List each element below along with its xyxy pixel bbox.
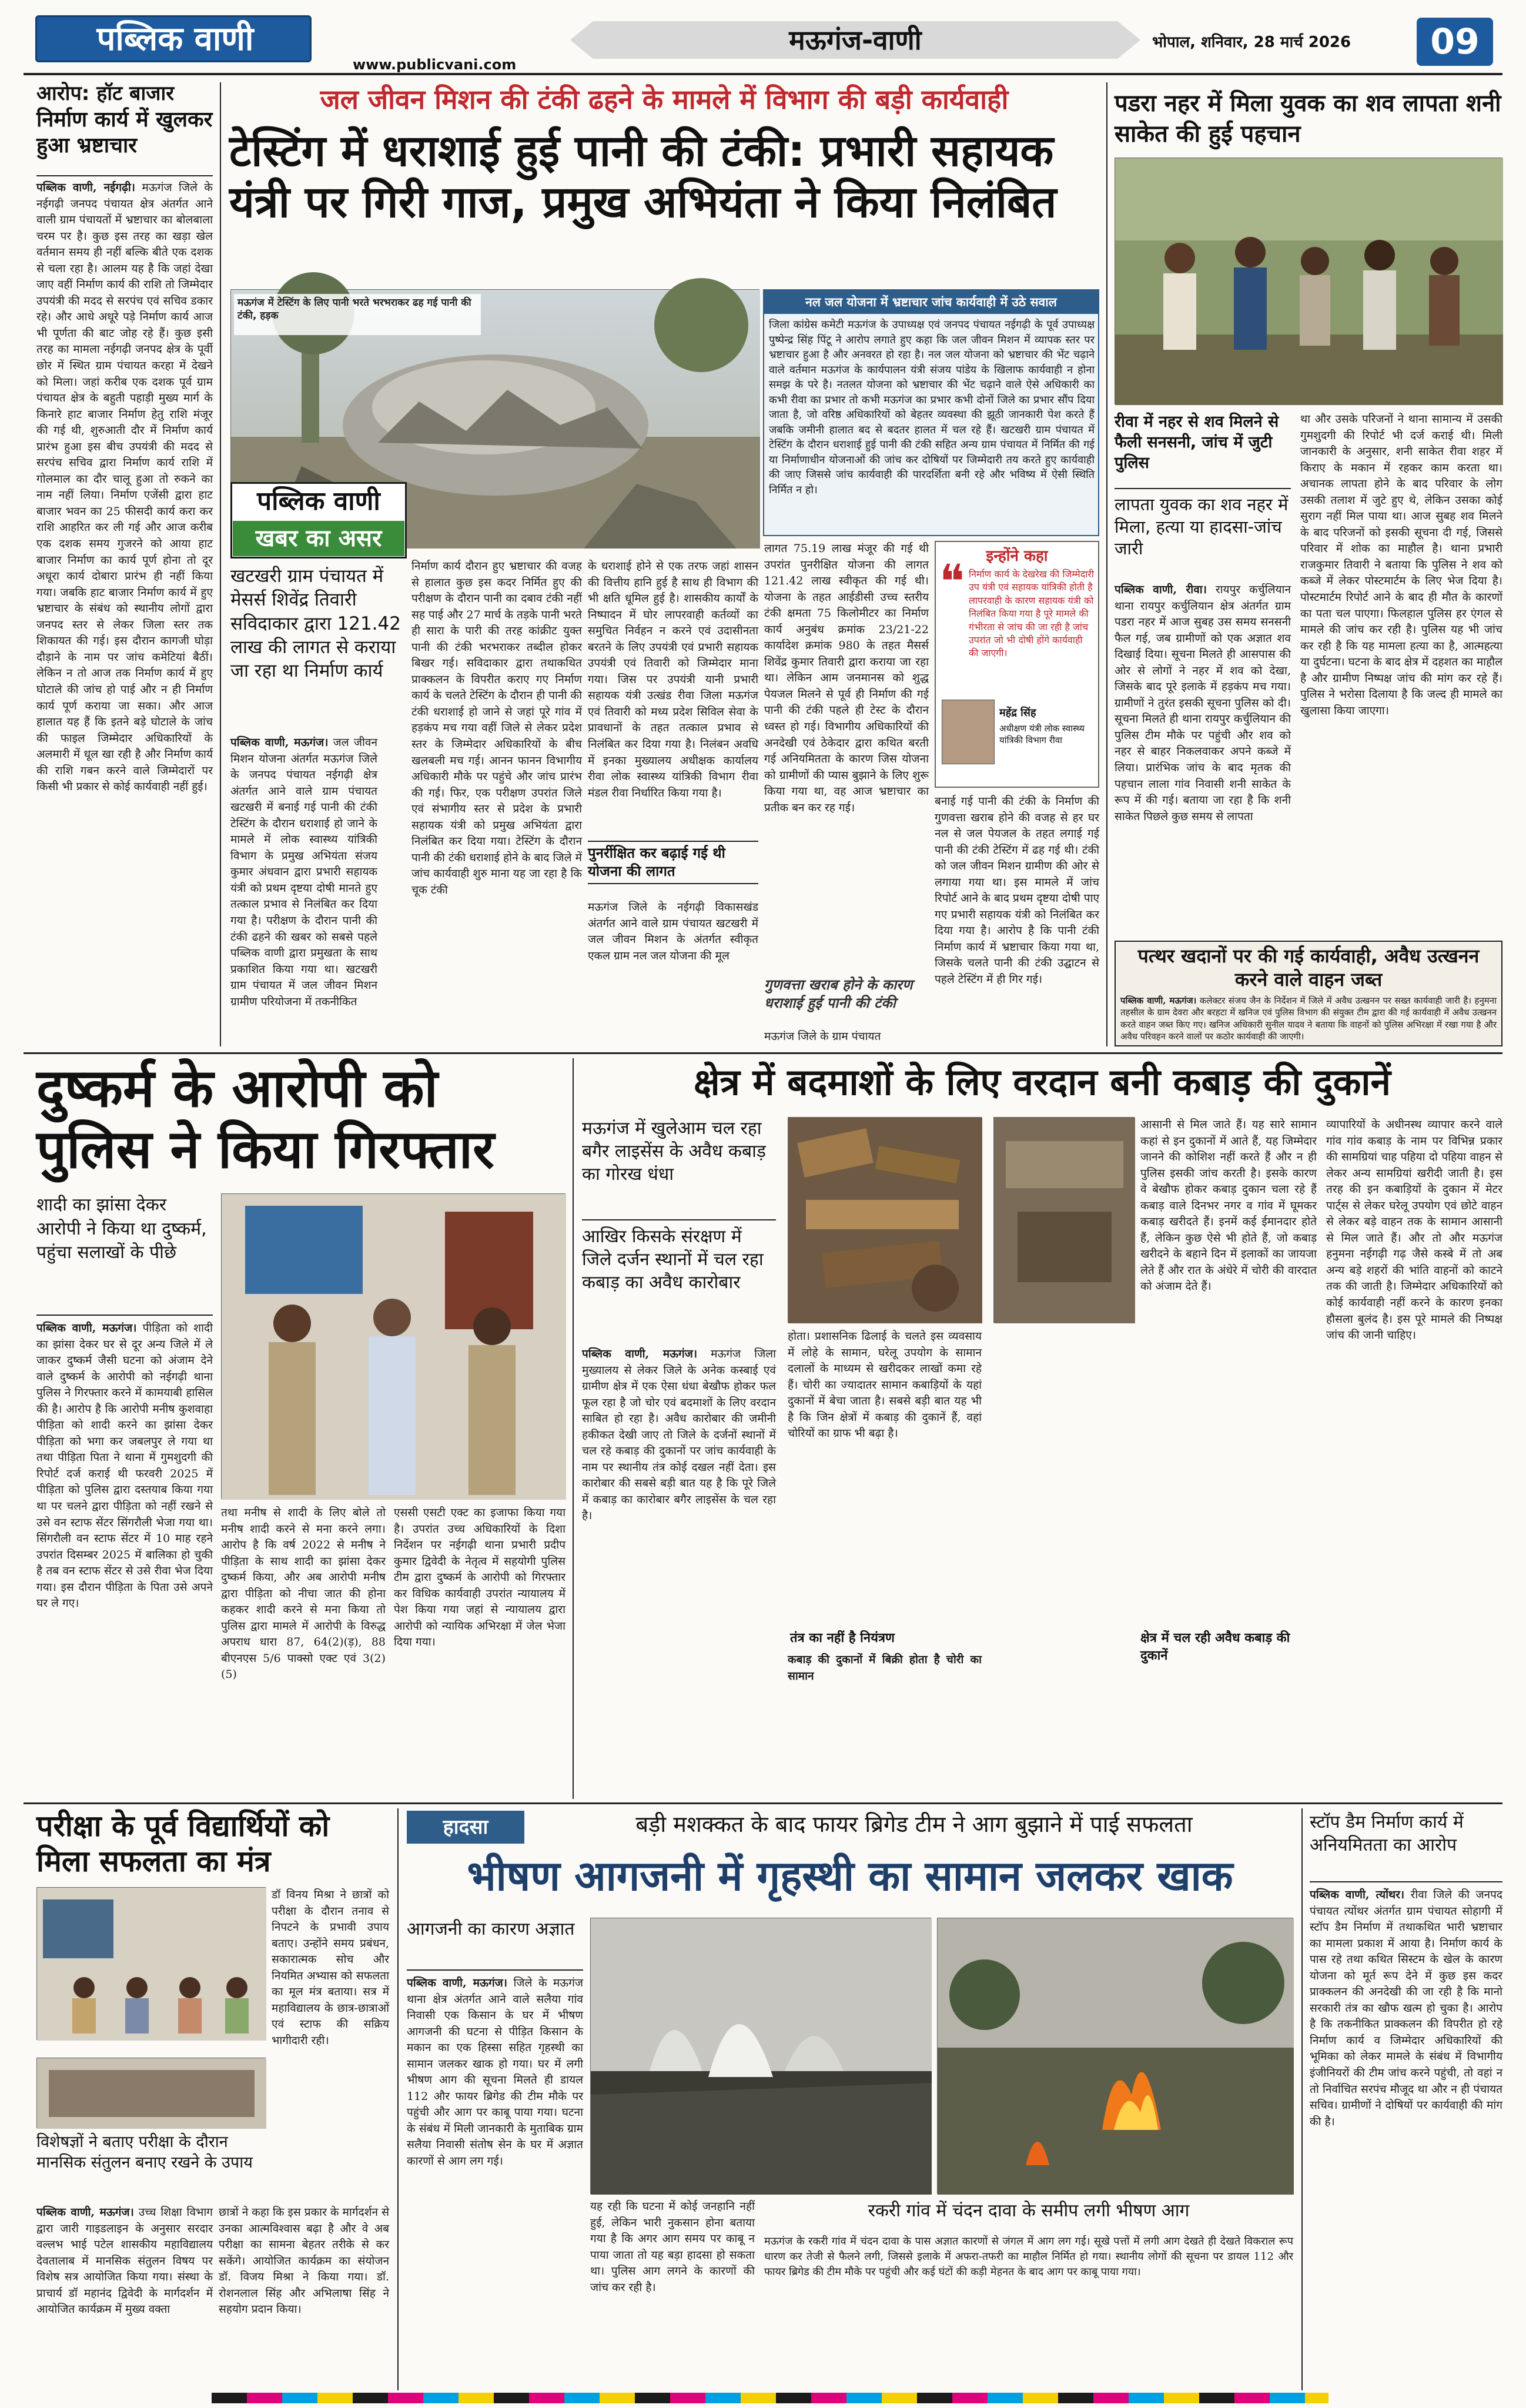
stone-headline: पत्थर खदानों पर की गई कार्यवाही, अवैध उत्खनन करने वाले वाहन जब्त xyxy=(1137,945,1480,991)
section-title: मऊगंज-वाणी xyxy=(789,24,922,56)
fire-tag: हादसा xyxy=(407,1811,524,1844)
lead-col-5: बनाई गई पानी की टंकी के निर्माण की गुणवत्ता खराब होने की वजह से हर घर नल से जल पेयजल के तहत लगाई गई पानी की टंकी टेस्टिंग में ढह गई थी। टंकी को जल जीवन मिशन ग्रामीण की ओर से लगाया गया था। इस मामले में जांच रिपोर्ट आने के बाद प्रथम दृष्टया दोषी पाए गए प्रभारी सहायक यंत्री को निलंबित कर दिया गया है। आरोप है कि पानी टंकी निर्माण कार्य में भ्रष्टाचार किया गया था, जिसके चलते पानी की टंकी उद्घाटन से पहले टेस्टिंग में ही गिर गई। xyxy=(935,795,1099,986)
row2-rule xyxy=(24,1802,1502,1804)
scrap-col-1b xyxy=(788,1652,982,1797)
side-box-body: जिला कांग्रेस कमेटी मऊगंज के उपाध्यक्ष एवं जनपद पंचायत नईगढ़ी के पूर्व उपाध्यक्ष पुष्पेन्द्र सिंह पिंटू ने आरोप लगाते हुए कहा कि जल जीवन मिशन में व्यापक स्तर पर भ्रष्टाचार हुआ है और अनवरत हो रहा है। नल जल योजना को भ्रष्टाचार की भेंट चढ़ाने वाले वर्तमान मऊगंज के कार्यपालन यंत्री संजय पांडेय के खिलाफ कार्यवाही न होना समझ के परे है। नतलत योजना को भ्रष्टाचार की भेंट चढ़ाने वाले ऐसे अधिकारी का कभी रीवा का प्रभार तो कभी मऊगंज का प्रभार कभी दोनों जिले का प्रभार सौंप दिया जाता है, जो वरिष्ठ अधिकारियों को बेहतर व्यवस्था की झूठी जानकारी पेश करते हैं जबकि जमीनी हालात बद से बदतर हालत में चल रहे हैं। खटखरी ग्राम पंचायत में टेस्टिंग के दौरान धराशाई हुई पानी की टंकी सहित अन्य ग्राम पंचायत में निर्मित की गई या निर्माणाधीन योजनाओं की जांच कर दोषियों पर जिम्मेदारी तय करते हुए कार्यवाही की जाए जिससे जांच कार्यवाही की पारदर्शिता बनी रहे और भविष्य में ऐसी स्थिति निर्मित न हो। xyxy=(769,319,1095,497)
stopdam-headline: स्टॉप डैम निर्माण कार्य में अनियमितता का आरोप xyxy=(1310,1812,1464,1855)
stone-body-text: कलेक्टर संजय जैन के निर्देशन में जिले में अवैध उत्खनन पर सख्त कार्यवाही जारी है। हनुमना तहसील के ग्राम देवरा और बरहटा में खनिज एवं पुलिस विभाग की संयुक्त टीम द्वारा की गई कार्यवाही में अवैध उत्खनन करते वाहन जब्त किए गए। खनिज अधिकारी सुनील यादव ने बताया कि वाहनों को पुलिस अभिरक्षा में रखा गया है और अवैध परिवहन करने वालों पर कठोर कार्यवाही की जाएगी। xyxy=(1120,995,1497,1042)
exam-byline: पब्लिक वाणी, मऊगंज। xyxy=(36,2206,134,2219)
row1-rule xyxy=(24,1052,1502,1054)
scrap-photo xyxy=(788,1117,982,1323)
fire-sub-rule xyxy=(407,1969,583,1971)
color-registration-bar xyxy=(212,2393,1328,2403)
rape-col-1 xyxy=(36,1320,213,1797)
rape-col-2: तथा मनीष से शादी के लिए बोले तो मनीष शादी करने से मना करने लगा। आरोप है कि वर्ष 2022 से मनीष ने पीड़िता के साथ शादी का झांसा देकर दुष्कर्म किया, और अब आरोपी मनीष द्वारा पीड़िता को नीचा जात की होना कहकर शादी करने से मना किया तो पुलिस द्वारा मामले में आरोपी के विरुद्ध अपराध धारा 87, 64(2)(ड़), 88 बीएनएस 5/6 पाक्सो एक्ट एवं 3(2)(5) xyxy=(221,1506,386,1681)
fire-photo-2 xyxy=(937,1918,1293,2194)
scrap-sub-1: मऊगंज में खुलेआम चल रहा बगैर लाइसेंस के अवैध कबाड़ का गोरख धंधा xyxy=(582,1118,766,1185)
scrap-sub-rule xyxy=(582,1219,776,1220)
rape-divider xyxy=(573,1058,574,1799)
exam-divider xyxy=(397,1808,399,2390)
lead-col-1 xyxy=(230,735,377,1041)
rape-byline: पब्लिक वाणी, मऊगंज। xyxy=(36,1322,137,1335)
exam-col-3: छात्रों ने कहा कि इस प्रकार के मार्गदर्शन से उनका आत्मविश्वास बढ़ा है और वे अब परीक्षा का सामना बेहतर तरीके से कर सकेंगे। आयोजित कार्यक्रम का संयोजन डॉ. विजय मिश्रा ने किया गया। डॉ. रोशनलाल सिंह और अभिलाषा सिंह ने सहयोग प्रदान किया। xyxy=(219,2206,389,2316)
exam-photo-caption: विशेषज्ञों ने बताए परीक्षा के दौरान मानसिक संतुलन बनाए रखने के उपाय xyxy=(36,2133,253,2172)
masthead-rule xyxy=(24,73,1502,75)
body-sub: लापता युवक का शव नहर में मिला, हत्या या हादसा-जांच जारी xyxy=(1115,494,1289,559)
stone-body xyxy=(1120,995,1497,1044)
fire-photo-caption: रकरी गांव में चंदन दावा के समीप लगी भीषण आग xyxy=(868,2200,1190,2221)
fire-col-1-text: जिले के मऊगंज थाना क्षेत्र अंतर्गत आने वाले सलैया गांव निवासी एक किसान के घर में भीषण आगजनी की घटना से पीड़ित किसान के मकान का एक हिस्सा सहित गृहस्थी का सामान जलकर खाक हो गया। घर में लगी भीषण आग की सूचना मिलते ही डायल 112 और फायर ब्रिगेड की टीम मौके पर पहुंची और आग पर काबू पाया गया। घटना के संबंध में मिली जानकारी के मुताबिक ग्राम सलैया निवासी संतोष सेन के घर में अज्ञात कारणों से आग लग गई। xyxy=(407,1976,583,2168)
fire-photo-1 xyxy=(590,1918,931,2194)
left-col-divider xyxy=(220,82,221,1046)
left-body-text: मऊगंज जिले के नईगढ़ी जनपद पंचायत क्षेत्र अंतर्गत आने वाली ग्राम पंचायतों में भ्रष्टाचार का बोलबाला चरम पर है। कुछ इस तरह का खड़ा खेल वर्तमान समय ही नहीं बल्कि बीते एक दशक से चला रहा है। आलम यह है कि जहां देखा जाए वहीं निर्माण कार्य की राशि तो जिम्मेदार उपयंत्री की मदद से सरपंच एवं सचिव डकार रहे। और आधे अधूरे पड़े निर्माण कार्य आज भी पूर्णता की बाट जोह रहे हैं। कुछ इसी तरह का मामला नईगढ़ी जनपद क्षेत्र के पूर्वी छोर में स्थित ग्राम पंचायत करहा में देखने को मिला। जहां करीब एक दशक पूर्व ग्राम पंचायत क्षेत्र के बहुती पहाड़ी मुख्य मार्ग के किनारे हाट बाजार निर्माण हेतु राशि मंजूर की गई थी, शुरुआती दौर में निर्माण कार्य प्रारंभ हुआ इस बीच उपयंत्री की मदद से सरपंच सचिव द्वारा निर्माण कार्य राशि में गोलमाल का दौर चालू हुआ तो रुकने का नाम नहीं लिया। निर्माण एजेंसी द्वारा हाट बाजार भवन का 25 फीसदी कार्य करा कर राशि आहरित कर ली गई और आज करीब एक दशक समय गुजरने को आया हाट बाजार निर्माण का कार्य पूर्ण होना तो दूर अधूरा कार्य दोबारा प्रारंभ ही नहीं किया गया। जबकि हाट बाजार निर्माण कार्य में हुए भ्रष्टाचार के संबंध को स्थानीय लोगों द्वारा जनपद स्तर से लेकर जिला स्तर तक शिकायत की गई। इस दौरान कागजी घोड़ा दौड़ाने के नाम पर जांच कमेटियां बैठीं। लेकिन न तो आज तक निर्माण कार्य में हुए घोटाले की जांच हो पाई और न ही निर्माण कार्य पूर्ण कराया जा सका। और आज हालात यह हैं कि इतने बड़े घोटाले के जांच की फाइल जिम्मेदार अधिकारियों के अलमारी में धूल खा रही है और निर्माण कार्य की राशि गबन करने वाले जिम्मेदारों पर किसी भी प्रकार से कोई कार्यवाही नहीं हुई। xyxy=(36,181,213,794)
body-photo-crowd xyxy=(1115,158,1502,404)
fire-col-1 xyxy=(407,1975,583,2387)
fire-col-3: मऊगंज के रकरी गांव में चंदन दावा के पास अज्ञात कारणों से जंगल में आग लग गई। सूखे पत्तों में लगी आग देखते ही देखते विकराल रूप धारण कर तेजी से फैलने लगी, जिससे इलाके में अफरा-तफरी का माहौल निर्मित हो गया। स्थानीय लोगों की सूचना पर डायल 112 और फायर ब्रिगेड की टीम मौके पर पहुंची और कई घंटों की कड़ी मेहनत के बाद आग पर काबू पाया गया। xyxy=(764,2235,1293,2279)
lead-deck: खटखरी ग्राम पंचायत में मेसर्स शिवेंद्र तिवारी सविदाकार द्वारा 121.42 लाख की लागत से कराया जा रहा था निर्माण कार्य xyxy=(230,566,401,682)
fire-byline: पब्लिक वाणी, मऊगंज। xyxy=(407,1976,507,1989)
fire-headline: भीषण आगजनी में गृहस्थी का सामान जलकर खाक xyxy=(467,1852,1233,1900)
left-body xyxy=(36,180,213,1044)
body-col-1-text: रायपुर कर्चुलियान थाना रायपुर कर्चुलियान क्षेत्र अंतर्गत ग्राम पडरा नहर में आज सुबह उस समय सनसनी फैल गई, जब ग्रामीणों को एक अज्ञात शव दिखाई दिया। सूचना मिलते ही आसपास की ओर से लोगों ने नहर में शव को देखा, जिसके बाद पूरे इलाके में हड़कंप मच गया। ग्रामीणों ने तुरंत इसकी सूचना पुलिस को दी। सूचना मिलते ही थाना रायपुर कर्चुलियान की पुलिस टीम मौके पर पहुंची और शव को नहर से बाहर निकलवाकर अपने कब्जे में लिया। प्रारंभिक जांच के बाद मृतक की पहचान लाला गांव निवासी शनी साकेत के रूप में की गई। बताया जा रहा है कि शनी साकेत पिछले कुछ समय से लापता xyxy=(1115,583,1291,823)
exam-photo-2 xyxy=(36,2058,266,2128)
logo[interactable]: पब्लिक वाणी xyxy=(96,20,254,58)
fire-kicker: बड़ी मशक्कत के बाद फायर ब्रिगेड टीम ने आग बुझाने में पाई सफलता xyxy=(635,1811,1193,1837)
scrap-col-3-sub: क्षेत्र में चल रही अवैध कबाड़ की दुकानें xyxy=(1140,1631,1290,1663)
exam-headline: परीक्षा के पूर्व विद्यार्थियों को मिला सफलता का मंत्र xyxy=(36,1809,330,1878)
body-col-2: था और उसके परिजनों ने थाना सामान्य में उसकी गुमशुदगी की रिपोर्ट भी दर्ज कराई थी। मिली जानकारी के अनुसार, शनी साकेत रीवा शहर में किराए के मकान में रहकर काम करता था। अचानक लापता होने के बाद परिवार के लोग उसकी तलाश में जुटे हुए थे, लेकिन उसका कोई सुराग नहीं मिल पाया था। आज सुबह शव मिलने के बाद परिजनों को इसकी सूचना दी गई, जिससे परिवार में शोक का माहौल है। थाना प्रभारी राजकुमार तिवारी ने बताया कि पुलिस ने शव को कब्जे में लेकर पोस्टमार्टम के लिए भेज दिया है। पोस्टमार्टम रिपोर्ट आने के बाद ही मौत के कारणों का पता चल पाएगा। फिलहाल पुलिस हर एंगल से मामले की जांच कर रही है। पुलिस यह भी जांच कर रही है कि यह मामला हत्या का है, आत्महत्या या दुर्घटना। घटना के बाद क्षेत्र में दहशत का माहौल है और ग्रामीण निष्पक्ष जांच की मांग कर रहे हैं। पुलिस ने भरोसा दिलाया है कि जल्द ही मामले का खुलासा किया जाएगा। xyxy=(1300,413,1502,717)
scrap-sub-2: आखिर किसके संरक्षण में जिले दर्जन स्थानों में चल रहा कबाड़ का अवैध कारोबार xyxy=(582,1226,764,1293)
lead-col-3b: मऊगंज जिले के नईगढ़ी विकासखंड अंतर्गत आने वाले ग्राम पंचायत खटखरी में जल जीवन मिशन के अंतर्गत स्वीकृत एकल ग्राम नल जल योजना की मूल xyxy=(588,901,758,962)
exam-photo xyxy=(36,1887,266,2040)
scrap-photo-2 xyxy=(993,1117,1135,1323)
fire-divider xyxy=(1301,1808,1303,2390)
scrap-col-3: आसानी से मिल जाते हैं। यह सारे सामान कहां से इन दुकानों में आते हैं, यह जिम्मेदार जानने की कोशिश नहीं करते हैं और न ही पुलिस इसकी जांच करती है। इसके कारण वे बेखौफ होकर कबाड़ दुकान चला रहे हैं कबाड़ वाले दिनभर नगर व गांव में घूमकर कबाड़ खरीदते हैं। इनमें कई ईमानदार होते हैं, लेकिन कुछ ऐसे भी होते हैं, जो कबाड़ खरीदने के बहाने दिन में इलाकों का जायजा लेते हैं और रात के अंधेरे में चोरी की वारदात को अंजाम देते हैं। xyxy=(1140,1118,1317,1293)
stopdam-body-text: रीवा जिले की जनपद पंचायत त्योंथर अंतर्गत ग्राम पंचायत सोहागी में स्टॉप डैम निर्माण में तथाकथित भारी भ्रष्टाचार का मामला प्रकाश में आया है। निर्माण कार्य के पास रहे तथा कथित सिस्टम के खेल के कारण योजना को मूर्त रूप देने में कुछ इस कदर प्राक्कलन की अनदेखी की जा रही है कि मानो सरकारी तंत्र का खौफ खत्म हो चुका है। आरोप है कि तकनीकित प्राक्कलन की विपरीत हो रहे निर्माण कार्य व जिम्मेदार अधिकारियों की भूमिका को लेकर मामले के संबंध में विभागीय इंजीनियरों की टीम जांच करने पहुंची, तो वहां न तो निर्वाचित सरपंच मौजूद था और न ही पंचायत सचिव। ग्रामीणों ने दोषियों पर कार्यवाही की मांग की है। xyxy=(1310,1888,1502,2128)
quote-title: इन्होंने कहा xyxy=(986,547,1048,565)
lead-col-4-sub: गुणवत्ता खराब होने के कारण धराशाई हुई पानी की टंकी xyxy=(764,976,913,1012)
scrap-col-1-text: मऊगंज जिला मुख्यालय से लेकर जिले के अनेक कस्बाई एवं ग्रामीण क्षेत्र में एक ऐसा धंधा बेखौफ होकर फल फूल रहा है जो चोर एवं बदमाशों के लिए वरदान साबित हो रहा है। अवैध कारोबार की जमीनी हकीकत देखी जाए तो जिले के दर्जनों स्थानों में चल रहे कबाड़ की दुकानों पर जांच कार्यवाही के नाम पर स्थानीय तंत्र कोई दखल नहीं देता। इस कारोबार की सबसे बड़ी बात यह है कि पूरे जिले में कबाड़ का कारोबार बगैर लाइसेंस के चल रहा है। xyxy=(582,1347,777,1523)
quote-portrait xyxy=(942,700,995,764)
quote-body: निर्माण कार्य के देखरेख की जिम्मेदारी उप यंत्री एवं सहायक यांत्रिकी होती है लापरवाही के कारण सहायक यंत्री को निलंबित किया गया है पूरे मामले की गंभीरता से जांच की जा रही है जांच उपरांत जो भी दोषी होंगे कार्यवाही की जाएगी। xyxy=(969,568,1095,659)
quote-mark-icon: ❝ xyxy=(939,554,965,609)
impact-badge-top: पब्लिक वाणी xyxy=(257,486,380,516)
stopdam-byline: पब्लिक वाणी, त्योंथर। xyxy=(1310,1888,1405,1901)
lead-byline: पब्लिक वाणी, मऊगंज। xyxy=(230,736,329,749)
quote-by: महेंद्र सिंह xyxy=(999,707,1036,719)
scrap-col-2: होता। प्रशासनिक ढिलाई के चलते इस व्यवसाय में लोहे के सामान, घरेलू उपयोग के सामान दलालों के माध्यम से खरीदकर लाखों कमा रहे हैं। चोरी का ज्यादातर सामान कबाड़ियों के यहां दुकानों में बेचा जाता है। सबसे बड़ी बात यह भी है कि जिन क्षेत्रों में कबाड़ की दुकानें हैं, वहां चोरियों का ग्राफ भी बढ़ा है। xyxy=(788,1330,982,1440)
left-kicker: आरोप: हॉट बाजार xyxy=(36,82,175,105)
scrap-col-4: व्यापारियों के अधीनस्थ व्यापार करने वाले गांव गांव कबाड़ के नाम पर विभिन्न प्रकार की सामग्रियां चाह पहिया दो पहिया वाहन से लेकर अन्य सामग्रियां खरीदी जाती है। इस तरह की इन कबाड़ियों के दुकान में मेटर पार्ट्स से लेकर घरेलू उपयोग एवं छोटे वाहन से लेकर बड़े वाहन तक के सामान आसानी से मिल जाते हैं। और तो और मऊगंज हनुमना नईगढ़ी गढ़ जैसे कस्बे में तो अब अन्य बड़े शहरों की भांति वाहनों को काटने तक की जाती है। जिम्मेदार अधिकारियों को कोई कार्यवाही नहीं करने के कारण इनका हौसला बुलंद है। इस पूरे मामले की निष्पक्ष जांच की जानी चाहिए। xyxy=(1326,1118,1502,1342)
lead-col-3-sub: पुनर्रीक्षित कर बढ़ाई गई थी योजना की लागत xyxy=(588,841,758,884)
rape-sub-rule xyxy=(36,1315,213,1316)
impact-badge-bottom: खबर का असर xyxy=(233,521,404,556)
body-headline: पडरा नहर में मिला युवक का शव लापता शनी साकेत की हुई पहचान xyxy=(1115,90,1501,148)
rape-photo-arrest xyxy=(221,1193,565,1499)
lead-col-2: निर्माण कार्य दौरान हुए भ्रष्टाचार की वजह से हालात कुछ इस कदर निर्मित हुए की परीक्षण के दौरान पानी का दबाव टंकी नहीं सह पाई और 27 मार्च के तड़के पानी भरते ही सारा के पारी की तरह कांक्रीट युक्त पानी की टंकी भरभराकर तब्दील होकर बिखर गई। सविदाकार द्वारा तथाकथित प्राक्कलन के विपरीत कराए गए निर्माण कार्य के चलते टेस्टिंग के दौरान ही पानी की टंकी धराशाई हो जाने से जहां पूरे गांव में हड़कंप मच गया वहीं जिले से लेकर प्रदेश स्तर के जिम्मेदार अधिकारियों के बीच खलबली मच गई। आनन फानन विभागीय अधिकारी मौके पर पहुंचे और जांच प्रारंभ की गई। फिर, एक परीक्षण उपरांत जिले एवं संभागीय स्तर से प्रदेश के प्रभारी सहायक यंत्री को प्रमुख अभियंता द्वारा निलंबित कर दिया गया। टेस्टिंग के दौरान पानी की टंकी धराशाई होने के बाद जिले में जांच कार्यवाही शुरु माना यह जा रहा है कि चूक टंकी xyxy=(411,560,582,897)
body-caption-rule xyxy=(1115,488,1291,489)
body-col-1 xyxy=(1115,582,1291,935)
stopdam-body xyxy=(1310,1887,1502,2387)
fire-sub: आगजनी का कारण अज्ञात xyxy=(407,1919,575,1939)
page-number: 09 xyxy=(1417,18,1493,66)
quote-role: अधीक्षण यंत्री लोक स्वास्थ्य यांत्रिकी विभाग रीवा xyxy=(999,723,1085,745)
lead-col-4: लागत 75.19 लाख मंजूर की गई थी उपरांत पुनरीक्षित योजना की लागत 121.42 लाख स्वीकृत की गई थी। योजना के तहत आईडीसी उच्च स्तरीय टंकी क्षमता 75 किलोमीटर का निर्माण कार्य अनुबंध क्रमांक 23/21-22 कार्यादेश क्रमांक 980 के तहत मैसर्स शिवेंद्र कुमार तिवारी द्वारा कराया जा रहा था। लेकिन आम जनमानस को शुद्ध पेयजल मिलने से पूर्व ही निर्माण की गई पानी की टंकी पहले ही टेस्ट के दौरान ध्वस्त हो गई। विभागीय अधिकारियों की अनदेखी एवं ठेकेदार द्वारा कथित बरती गई अनियमितता के कारण जिस योजना को ग्रामीणों की प्यास बुझाने के लिए शुरू किया गया था, वह आज भ्रष्टाचार का प्रतीक बन कर रह गई। xyxy=(764,542,929,814)
fire-col-2: यह रही कि घटना में कोई जनहानि नहीं हुई, लेकिन भारी नुकसान होना बताया गया है कि अगर आग समय पर काबू न पाया जाता तो यह बड़ा हादसा हो सकता था। पुलिस आग लगने के कारणों की जांच कर रही है। xyxy=(590,2200,755,2294)
rape-col-3: एससी एसटी एक्ट का इजाफा किया गया है। उपरांत उच्च अधिकारियों के दिशा निर्देशन पर नईगढ़ी थाना प्रभारी प्रदीप कुमार द्विवेदी के नेतृत्व में सहयोगी पुलिस टीम द्वारा दुष्कर्म के आरोपी को गिरफ्तार कर विधिक कार्यवाही उपरांत न्यायालय में पेश किया गया जहां से न्यायालय द्वारा आरोपी को न्यायिक अभिरक्षा में जेल भेजा दिया गया। xyxy=(394,1506,565,1649)
rape-sub: शादी का झांसा देकर आरोपी ने किया था दुष्कर्म, पहुंचा सलाखों के पीछे xyxy=(36,1195,207,1263)
lead-photo-caption: मऊगंज में टेस्टिंग के लिए पानी भरते भरभराकर ढह गई पानी की टंकी, हड़क xyxy=(237,297,471,322)
left-byline: पब्लिक वाणी, नईगढ़ी। xyxy=(36,181,136,194)
exam-col-2 xyxy=(36,2205,213,2387)
lead-right-divider xyxy=(1106,82,1107,1046)
exam-col-2-text: उच्च शिक्षा विभाग द्वारा जारी गाइडलाइन के अनुसार सरदार वल्लभ भाई पटेल शासकीय महाविद्यालय देवतालाब में मानसिक संतुलन विषय पर विशेष सत्र आयोजित किया गया। संस्था के प्राचार्य डॉ महानंद द्विवेदी के मार्गदर्शन में आयोजित कार्यक्रम में मुख्य वक्ता xyxy=(36,2206,213,2316)
scrap-col-1 xyxy=(582,1346,776,1623)
rape-col-1-text: पीड़िता को शादी का झांसा देकर घर से दूर अन्य जिले में ले जाकर दुष्कर्म जैसी घटना को अंजाम देने वाले दुष्कर्म के आरोपी को नईगढ़ी थाना पुलिस ने गिरफ्तार करने में कामयाबी हासिल की है। आरोप है कि आरोपी मनीष कुशवाहा पीड़िता को शादी करने का झांसा देकर पीड़िता को भगा कर जबलपुर ले गया था तथा पीड़िता पिता ने थाना में गुमशुदगी की रिपोर्ट दर्ज कराई थी फरवरी 2025 में पीड़िता को पुलिस द्वारा दस्तयाब किया गया था पर चलने द्वारा पीड़िता को नहीं रखने से उसे वन स्टाफ सेंटर सिंगरौली भेजा गया था। सिंगरौली वन स्टाफ सेंटर में 10 माह रहने उपरांत दिसम्बर 2025 में बालिका हो चुकी है तब वन स्टाफ सेंटर से उसे रीवा भेज दिया गया। इस दौरान पीड़िता के पिता उसे अपने घर ले गए। xyxy=(36,1322,213,1610)
lead-col-4b: मऊगंज जिले के ग्राम पंचायत xyxy=(764,1030,881,1043)
rape-headline: दुष्कर्म के आरोपी को पुलिस ने किया गिरफ्तार xyxy=(36,1058,494,1180)
masthead xyxy=(0,0,1526,75)
stopdam-rule xyxy=(1310,1881,1502,1882)
scrap-col-2-sub: कबाड़ की दुकानों में बिक्री होता है चोरी का सामान xyxy=(788,1653,982,1683)
lead-headline: टेस्टिंग में धराशाई हुई पानी की टंकी: प्रभारी सहायक यंत्री पर गिरी गाज, प्रमुख अभियंता ने किया निलंबित xyxy=(229,126,1057,228)
lead-col-1-text: जल जीवन मिशन योजना अंतर्गत मऊगंज जिले के जनपद पंचायत नईगढ़ी क्षेत्र अंतर्गत आने वाले ग्राम पंचायत खटखरी में बनाई गई पानी की टंकी टेस्टिंग के दौरान धराशाई हो जाने के मामले में लोक स्वास्थ्य यांत्रिकी विभाग के प्रमुख अभियंता संजय कुमार अंधवान द्वारा प्रभारी सहायक यंत्री को प्रथम दृष्टया दोषी मानते हुए तत्काल प्रभाव से निलंबित कर दिया गया है। परीक्षण के दौरान पानी की टंकी ढहने की खबर को सबसे पहले पब्लिक वाणी द्वारा प्रमुखता के साथ प्रकाशित किया गया था। खटखरी ग्राम पंचायत में जल जीवन मिशन ग्रामीण परियोजना में तकनीकित xyxy=(230,736,377,1008)
lead-col-3: के धराशाई होने से एक तरफ जहां शासन की वित्तीय हानि हुई है साथ ही विभाग की भी क्षति धूमिल हुई है। शासकीय कार्यों के निष्पादन में घोर लापरवाही कर्तव्यों का समुचित निर्वहन न करने एवं उदासीनता बरतने के लिए उपयंत्री एवं प्रभारी सहायक उपयंत्री एवं तिवारी को जिम्मेदार माना गया। जिस पर उपयंत्री यानी प्रभारी सहायक यंत्री उत्खंड रीवा जिला मऊगंज एवं तिवारी को मध्य प्रदेश सिविल सेवा के प्रावधानों के तहत तत्काल प्रभाव से निलंबित कर दिया गया है। निलंबन अवधि में इनका मुख्यालय अधीक्षक कार्यालय रीवा लोक स्वास्थ्य यांत्रिकी विभाग रीवा मंडल रीवा निर्धारित किया गया है। xyxy=(588,560,758,800)
website[interactable]: www.publicvani.com xyxy=(353,56,517,73)
left-rule xyxy=(36,175,213,176)
body-byline: पब्लिक वाणी, रीवा। xyxy=(1115,583,1207,596)
scrap-col-1-sub: तंत्र का नहीं है नियंत्रण xyxy=(790,1631,895,1646)
body-photo-caption: रीवा में नहर से शव मिलने से फैली सनसनी, जांच में जुटी पुलिस xyxy=(1115,413,1279,473)
dateline: भोपाल, शनिवार, 28 मार्च 2026 xyxy=(1152,34,1351,51)
side-box-title: नल जल योजना में भ्रष्टाचार जांच कार्यवाही में उठे सवाल xyxy=(764,290,1098,314)
left-headline: निर्माण कार्य में खुलकर हुआ भ्रष्टाचार xyxy=(36,108,213,158)
scrap-byline: पब्लिक वाणी, मऊगंज। xyxy=(582,1347,698,1360)
lead-kicker: जल जीवन मिशन की टंकी ढहने के मामले में विभाग की बड़ी कार्यवाही xyxy=(320,83,1009,115)
scrap-headline: क्षेत्र में बदमाशों के लिए वरदान बनी कबाड़ की दुकानें xyxy=(694,1061,1391,1103)
stone-byline: पब्लिक वाणी, मऊगंज। xyxy=(1120,995,1197,1006)
exam-col-1: डॉ विनय मिश्रा ने छात्रों को परीक्षा के दौरान तनाव से निपटने के प्रभावी उपाय बताए। उन्होंने समय प्रबंधन, सकारात्मक सोच और नियमित अभ्यास को सफलता का मूल मंत्र बताया। सत्र में महाविद्यालय के छात्र-छात्राओं एवं स्टाफ की सक्रिय भागीदारी रही। xyxy=(272,1888,389,2047)
